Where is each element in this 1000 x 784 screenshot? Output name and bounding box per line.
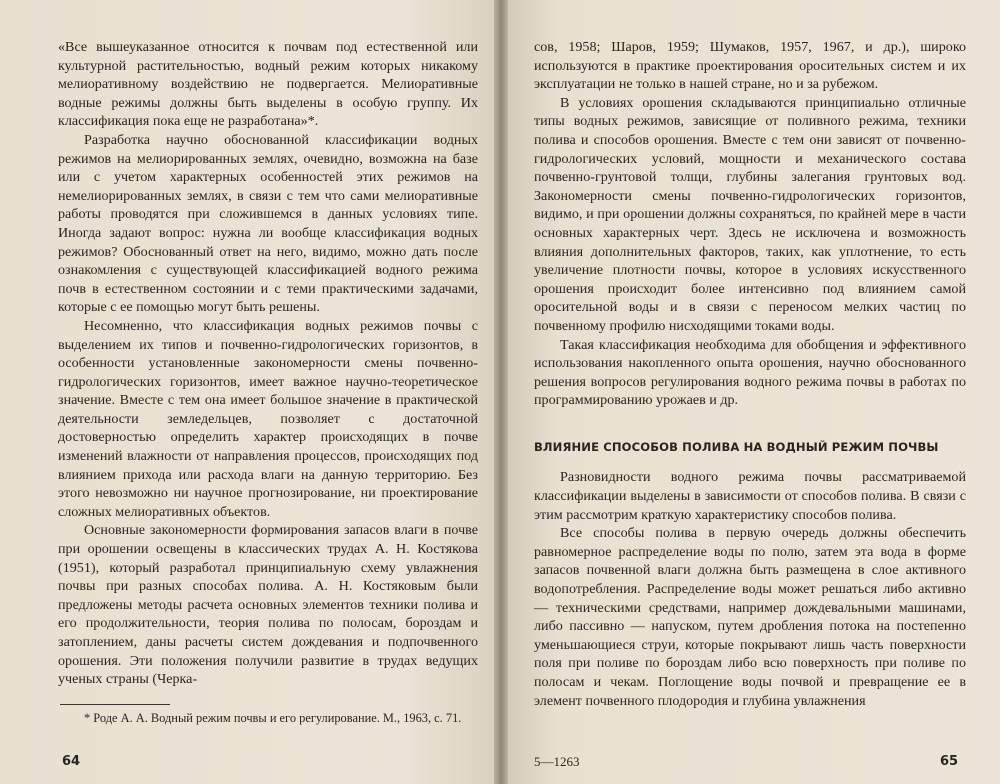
book-gutter — [494, 0, 508, 784]
printer-signature-mark: 5—1263 — [534, 754, 580, 769]
right-page — [500, 0, 1000, 784]
page-number-right: 65 — [940, 754, 959, 769]
paragraph: Основные закономерности формирования запасов влаги в почве при орошении освещены в классических трудах А. Н. Костякова (1951), который разработал принципиальную схему увлажнения почвы при разных способах полива. А. Н. Костяковым были предложены методы расчета основных элементов техники полива и его продолжительности, теория полива по полосам, бороздам и затоплением, даны расчеты систем дождевания и подпочвенного орошения. Эти положения получили развитие в трудах ведущих ученых страны (Черка- — [58, 522, 478, 688]
footnote-rule — [60, 704, 170, 705]
left-text-column — [58, 38, 478, 689]
paragraph: Все способы полива в первую очередь должны обеспечить равномерное распределение воды по полю, затем эта вода в форме запасов почвенной влаги должна быть размещена в слое активного водопотребления. Распределение воды может решаться либо активно — техническими средствами, например дождевальными машинами, либо пассивно — напуском, путем дробления потока на постепенно уменьшающиеся струи, которые покрывают лишь часть поверхности поля при поливе по бороздам либо всю поверхность при поливе по полосам и чекам. Поглощение воды почвой и превращение ее в элемент почвенного плодородия и глубина увлажнения — [534, 525, 966, 709]
page-number-left: 64 — [62, 754, 81, 769]
paragraph: Такая классификация необходима для обобщения и эффективного использования накопленного опыта орошения, научно обоснованного решения вопросов регулирования водного режима почвы в работах по программированию урожаев и др. — [534, 336, 966, 409]
paragraph: «Все вышеуказанное относится к почвам под естественной или культурной растительностью, водный режим которых никакому мелиоративному воздействию не подвергается. Мелиоративные водные режимы должны быть выделены в особую группу. Их классификация пока еще не разработана»*. — [58, 39, 478, 130]
paragraph: Разновидности водного режима почвы рассматриваемой классификации выделены в зависимости от способов полива. В связи с этим рассмотрим краткую характеристику способов полива. — [534, 469, 966, 523]
section-heading: ВЛИЯНИЕ СПОСОБОВ ПОЛИВА НА ВОДНЫЙ РЕЖИМ ПОЧВЫ — [534, 439, 939, 454]
right-text-column — [534, 38, 966, 710]
paragraph: Разработка научно обоснованной классификации водных режимов на мелиорированных землях, очевидно, возможна на базе или с учетом характерных особенностей этих режимов на немелиорированных землях, в связи с тем что сами мелиоративные работы проводятся при сложившемся в данных условиях типе. Иногда задают вопрос: нужна ли вообще классификация водных режимов? Обоснованный ответ на него, видимо, можно дать после ознакомления с существующей классификацией водного режима почв в естественном состоянии и с теми практическими задачами, которые с ее помощью могут быть решены. — [58, 131, 478, 316]
paragraph: сов, 1958; Шаров, 1959; Шумаков, 1957, 1967, и др.), широко используются в практике проектирования оросительных систем и их эксплуатации не только в нашей стране, но и за рубежом. — [534, 39, 966, 93]
footnote: * Роде А. А. Водный режим почвы и его регулирование. М., 1963, с. 71. — [84, 711, 462, 725]
paragraph: Несомненно, что классификация водных режимов почвы с выделением их типов и почвенно-гидрологических горизонтов, в особенности установленные закономерности смены почвенно-гидрологических горизонтов, имеет важное научно-теоретическое значение. Вместе с тем она имеет большое значение в практической деятельности земледельцев, позволяет с достаточной достоверностью определить характер происходящих в почве изменений влажности от направления процессов, происходящих под влиянием прихода или расхода влаги на данную территорию. Без этого невозможно ни научное прогнозирование, ни проектирование сложных мелиоративных объектов. — [58, 317, 478, 520]
paragraph: В условиях орошения складываются принципиально отличные типы водных режимов, зависящие от поливного режима, техники полива и способов орошения. Вместе с тем они зависят от почвенно-гидрологических условий, мощности и механического состава почвенно-грунтовой толщи, глубины залегания грунтовых вод. Закономерности смены почвенно-гидрологических горизонтов, видимо, и при орошении должны сохраняться, по крайней мере в части основных характерных черт. Здесь не исключена и возможность влияния дополнительных факторов, таких, как уплотнение, то есть увеличение плотности почвы, которое в условиях искусственного орошения происходит более интенсивно под влиянием самой оросительной воды и в связи с переносом мелких частиц по почвенному профилю нисходящими токами воды. — [534, 94, 966, 334]
